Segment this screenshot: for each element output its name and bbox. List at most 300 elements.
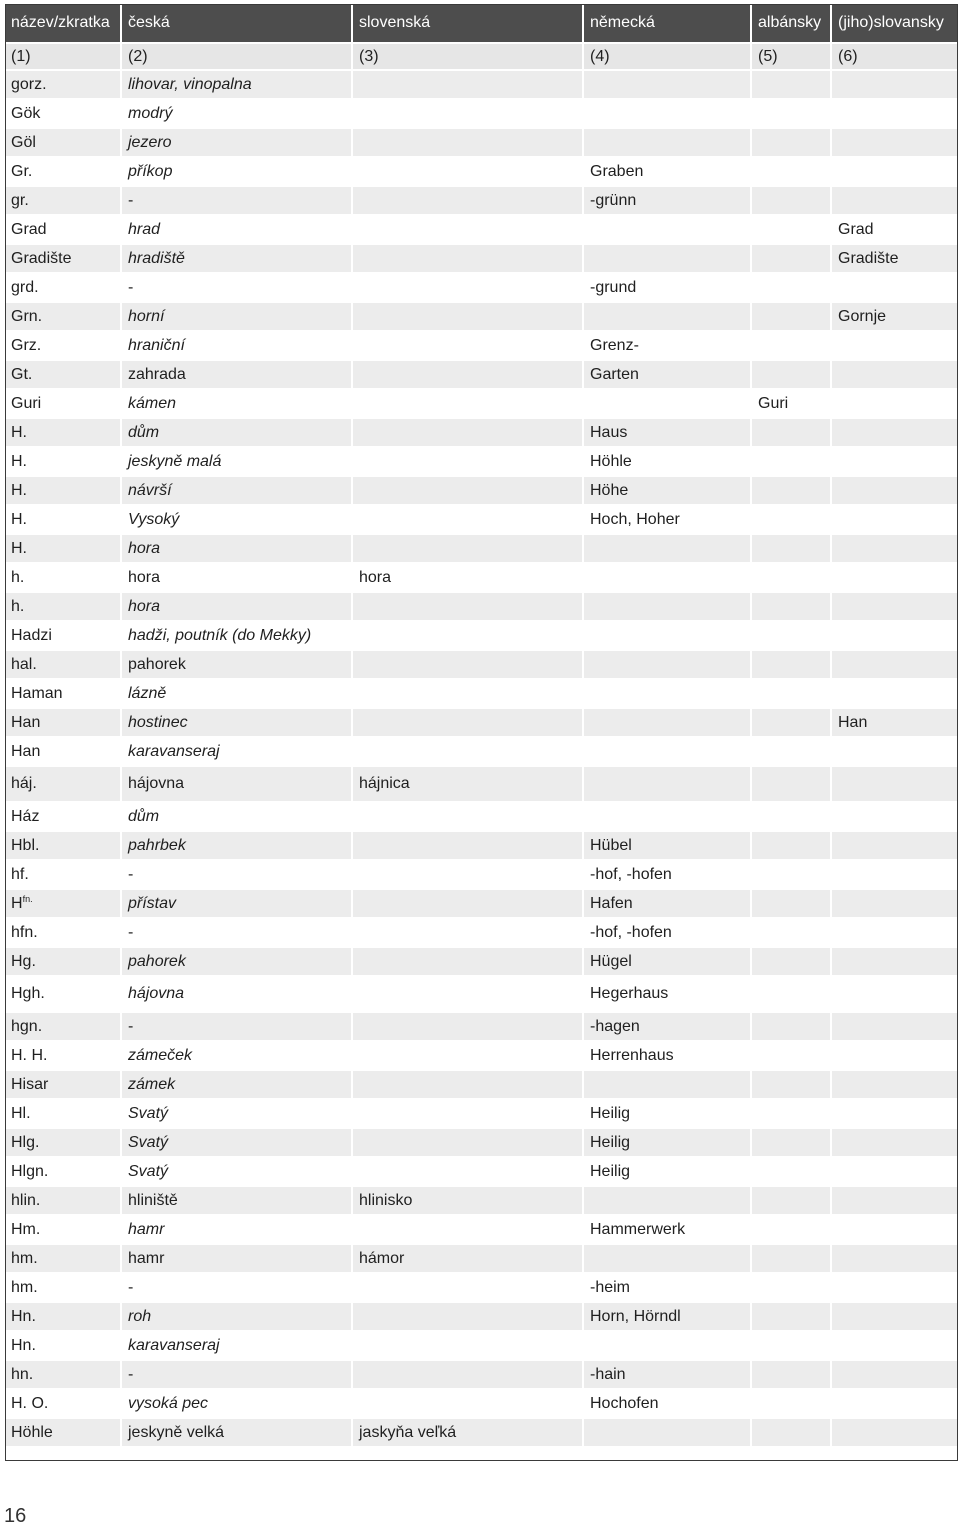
south-slavic-cell xyxy=(831,447,958,476)
abbreviation-cell xyxy=(5,737,121,766)
cell-text: příkop xyxy=(128,162,173,180)
south-slavic-cell xyxy=(831,70,958,99)
albanian-cell xyxy=(751,1302,831,1331)
czech-cell xyxy=(121,244,352,273)
south-slavic-cell xyxy=(831,918,958,947)
cell-text: Han xyxy=(11,713,41,731)
abbreviation-cell xyxy=(5,766,121,802)
cell-text: Grad xyxy=(838,220,874,238)
cell-text: - xyxy=(128,865,134,883)
abbreviation-cell xyxy=(5,70,121,99)
table-row xyxy=(5,802,958,831)
cell-text: dům xyxy=(128,807,160,825)
south-slavic-cell xyxy=(831,1302,958,1331)
south-slavic-cell xyxy=(831,1070,958,1099)
czech-cell xyxy=(121,947,352,976)
cell-text: Höhle xyxy=(11,1423,53,1441)
czech-cell xyxy=(121,1012,352,1041)
czech-cell xyxy=(121,563,352,592)
cell-text: Gradište xyxy=(838,249,899,267)
czech-cell xyxy=(121,186,352,215)
cell-text: karavanseraj xyxy=(128,1336,220,1354)
czech-cell xyxy=(121,128,352,157)
south-slavic-cell xyxy=(831,186,958,215)
cell-text: hliniště xyxy=(128,1191,178,1209)
south-slavic-cell xyxy=(831,831,958,860)
czech-cell xyxy=(121,360,352,389)
abbreviation-cell xyxy=(5,802,121,831)
german-cell xyxy=(583,737,751,766)
czech-cell xyxy=(121,831,352,860)
south-slavic-cell xyxy=(831,1012,958,1041)
slovak-cell xyxy=(352,244,583,273)
cell-text: - xyxy=(128,191,134,209)
german-cell xyxy=(583,1273,751,1302)
table-row xyxy=(5,947,958,976)
abbreviation-cell xyxy=(5,563,121,592)
cell-text: hámor xyxy=(359,1249,405,1267)
cell-text: Hadzi xyxy=(11,626,52,644)
cell-text: grd. xyxy=(11,278,39,296)
south-slavic-cell xyxy=(831,476,958,505)
german-cell xyxy=(583,1360,751,1389)
cell-text: hfn. xyxy=(11,923,38,941)
german-cell xyxy=(583,157,751,186)
german-cell xyxy=(583,679,751,708)
german-cell xyxy=(583,802,751,831)
cell-text: gr. xyxy=(11,191,29,209)
albanian-cell xyxy=(751,1012,831,1041)
table-row xyxy=(5,157,958,186)
abbreviation-cell xyxy=(5,1128,121,1157)
abbreviation-cell xyxy=(5,831,121,860)
cell-text: h. xyxy=(11,568,25,586)
table-row xyxy=(5,70,958,99)
albanian-cell xyxy=(751,737,831,766)
albanian-cell xyxy=(751,505,831,534)
abbreviation-cell xyxy=(5,1157,121,1186)
column-number: (6) xyxy=(831,43,958,70)
cell-text: hájovna xyxy=(128,775,185,792)
table-row xyxy=(5,737,958,766)
south-slavic-cell xyxy=(831,505,958,534)
abbreviation-cell xyxy=(5,128,121,157)
cell-text: Guri xyxy=(758,394,789,412)
czech-cell xyxy=(121,650,352,679)
cell-text: hm. xyxy=(11,1278,38,1296)
cell-text: Heilig xyxy=(590,1133,631,1151)
south-slavic-cell xyxy=(831,1186,958,1215)
cell-text: Hn. xyxy=(11,1307,36,1325)
albanian-cell xyxy=(751,1186,831,1215)
slovak-cell xyxy=(352,1215,583,1244)
abbreviation-cell xyxy=(5,860,121,889)
albanian-cell xyxy=(751,1244,831,1273)
abbreviation-cell xyxy=(5,621,121,650)
cell-text: Svatý xyxy=(128,1104,169,1122)
german-cell xyxy=(583,1244,751,1273)
slovak-cell xyxy=(352,215,583,244)
cell-text: hlin. xyxy=(11,1191,41,1209)
cell-text: Svatý xyxy=(128,1162,169,1180)
cell-text: - xyxy=(128,923,134,941)
cell-text: hamr xyxy=(128,1249,165,1267)
south-slavic-cell xyxy=(831,331,958,360)
cell-text: Garten xyxy=(590,365,639,383)
slovak-cell xyxy=(352,418,583,447)
cell-text: hradiště xyxy=(128,249,185,267)
south-slavic-cell xyxy=(831,418,958,447)
german-cell xyxy=(583,1186,751,1215)
czech-cell xyxy=(121,766,352,802)
slovak-cell xyxy=(352,802,583,831)
south-slavic-cell xyxy=(831,650,958,679)
cell-text: H. xyxy=(11,539,27,557)
albanian-cell xyxy=(751,157,831,186)
czech-cell xyxy=(121,331,352,360)
german-cell xyxy=(583,70,751,99)
cell-text: zámek xyxy=(128,1075,176,1093)
cell-text: hlinisko xyxy=(359,1191,413,1209)
cell-text: háj. xyxy=(11,775,37,792)
abbreviation-cell xyxy=(5,476,121,505)
abbreviation-cell xyxy=(5,592,121,621)
cell-text: hora xyxy=(128,597,161,615)
slovak-cell xyxy=(352,563,583,592)
south-slavic-cell xyxy=(831,534,958,563)
south-slavic-cell xyxy=(831,708,958,737)
south-slavic-cell xyxy=(831,1331,958,1360)
cell-text: Haus xyxy=(590,423,628,441)
cell-text: hájovna xyxy=(128,985,185,1002)
german-cell xyxy=(583,860,751,889)
south-slavic-cell xyxy=(831,1215,958,1244)
albanian-cell xyxy=(751,1418,831,1447)
table-row xyxy=(5,302,958,331)
cell-text: - xyxy=(128,1278,134,1296)
german-cell xyxy=(583,331,751,360)
table-row xyxy=(5,1244,958,1273)
slovak-cell xyxy=(352,389,583,418)
cell-text: hn. xyxy=(11,1365,34,1383)
south-slavic-cell xyxy=(831,1128,958,1157)
cell-text: návrší xyxy=(128,481,172,499)
german-cell xyxy=(583,389,751,418)
table-row xyxy=(5,1418,958,1447)
table-row xyxy=(5,244,958,273)
czech-cell xyxy=(121,1157,352,1186)
slovak-cell xyxy=(352,447,583,476)
table-row xyxy=(5,215,958,244)
albanian-cell xyxy=(751,389,831,418)
german-cell xyxy=(583,302,751,331)
table-row xyxy=(5,128,958,157)
table-row xyxy=(5,889,958,918)
abbreviation-cell xyxy=(5,650,121,679)
cell-text: -hof, -hofen xyxy=(590,923,672,941)
table-row xyxy=(5,708,958,737)
cell-text: H. xyxy=(11,452,27,470)
abbreviation-cell xyxy=(5,215,121,244)
table-row xyxy=(5,1331,958,1360)
cell-text: hora xyxy=(128,568,161,586)
german-cell xyxy=(583,831,751,860)
slovak-cell xyxy=(352,1070,583,1099)
cell-text: H. H. xyxy=(11,1046,48,1064)
cell-text: Hl. xyxy=(11,1104,31,1122)
south-slavic-cell xyxy=(831,766,958,802)
cell-text: h. xyxy=(11,597,25,615)
cell-text: Svatý xyxy=(128,1133,169,1151)
table-row xyxy=(5,1041,958,1070)
albanian-cell xyxy=(751,186,831,215)
abbreviation-cell xyxy=(5,302,121,331)
cell-text: Horn, Hörndl xyxy=(590,1307,681,1325)
german-cell xyxy=(583,1099,751,1128)
glossary-table xyxy=(5,4,958,1448)
albanian-cell xyxy=(751,1273,831,1302)
abbreviation-cell xyxy=(5,389,121,418)
czech-cell xyxy=(121,918,352,947)
cell-text: Herrenhaus xyxy=(590,1046,674,1064)
abbreviation-cell xyxy=(5,1273,121,1302)
header-name: název/zkratka xyxy=(5,4,121,43)
abbreviation-cell xyxy=(5,976,121,1012)
slovak-cell xyxy=(352,1273,583,1302)
slovak-cell xyxy=(352,99,583,128)
slovak-cell xyxy=(352,918,583,947)
abbreviation-cell xyxy=(5,1099,121,1128)
abbreviation-cell xyxy=(5,360,121,389)
cell-text: Grad xyxy=(11,220,47,238)
cell-text: hraniční xyxy=(128,336,185,354)
cell-text: hgn. xyxy=(11,1017,43,1035)
albanian-cell xyxy=(751,244,831,273)
cell-text: Hisar xyxy=(11,1075,49,1093)
cell-text: Hg. xyxy=(11,952,36,970)
page-number: 16 xyxy=(4,1505,27,1527)
column-number: (2) xyxy=(121,43,352,70)
cell-text: H. xyxy=(11,510,27,528)
czech-cell xyxy=(121,802,352,831)
abbreviation-cell xyxy=(5,889,121,918)
german-cell xyxy=(583,1070,751,1099)
german-cell xyxy=(583,947,751,976)
albanian-cell xyxy=(751,1360,831,1389)
cell-text: hrad xyxy=(128,220,161,238)
slovak-cell xyxy=(352,1360,583,1389)
czech-cell xyxy=(121,505,352,534)
table-row xyxy=(5,563,958,592)
slovak-cell xyxy=(352,1389,583,1418)
german-cell xyxy=(583,1331,751,1360)
cell-text: Hgh. xyxy=(11,985,45,1002)
south-slavic-cell xyxy=(831,679,958,708)
south-slavic-cell xyxy=(831,976,958,1012)
german-cell xyxy=(583,128,751,157)
albanian-cell xyxy=(751,708,831,737)
czech-cell xyxy=(121,860,352,889)
table-row xyxy=(5,447,958,476)
czech-cell xyxy=(121,1331,352,1360)
czech-cell xyxy=(121,1099,352,1128)
german-cell xyxy=(583,1128,751,1157)
south-slavic-cell xyxy=(831,802,958,831)
slovak-cell xyxy=(352,534,583,563)
column-number: (3) xyxy=(352,43,583,70)
german-cell xyxy=(583,1418,751,1447)
albanian-cell xyxy=(751,563,831,592)
abbreviation-cell xyxy=(5,418,121,447)
czech-cell xyxy=(121,447,352,476)
south-slavic-cell xyxy=(831,1389,958,1418)
cell-text: hora xyxy=(128,539,161,557)
south-slavic-cell xyxy=(831,273,958,302)
albanian-cell xyxy=(751,99,831,128)
cell-text: hf. xyxy=(11,865,29,883)
czech-cell xyxy=(121,476,352,505)
cell-text: H. xyxy=(11,423,27,441)
table-row xyxy=(5,534,958,563)
cell-text: Hügel xyxy=(590,952,632,970)
german-cell xyxy=(583,918,751,947)
cell-text: lázně xyxy=(128,684,167,702)
czech-cell xyxy=(121,418,352,447)
south-slavic-cell xyxy=(831,1360,958,1389)
cell-text: hostinec xyxy=(128,713,188,731)
albanian-cell xyxy=(751,976,831,1012)
table-row xyxy=(5,1360,958,1389)
abbreviation-cell xyxy=(5,447,121,476)
slovak-cell xyxy=(352,331,583,360)
albanian-cell xyxy=(751,766,831,802)
cell-text: Grenz- xyxy=(590,336,639,354)
slovak-cell xyxy=(352,1331,583,1360)
slovak-cell xyxy=(352,186,583,215)
german-cell xyxy=(583,889,751,918)
albanian-cell xyxy=(751,1099,831,1128)
german-cell xyxy=(583,650,751,679)
german-cell xyxy=(583,1215,751,1244)
slovak-cell xyxy=(352,947,583,976)
german-cell xyxy=(583,708,751,737)
abbreviation-cell xyxy=(5,157,121,186)
cell-text: Hammerwerk xyxy=(590,1220,686,1238)
cell-text: karavanseraj xyxy=(128,742,220,760)
abbreviation-cell xyxy=(5,1302,121,1331)
albanian-cell xyxy=(751,331,831,360)
table-row xyxy=(5,273,958,302)
table-row xyxy=(5,186,958,215)
abbreviation-cell xyxy=(5,1418,121,1447)
cell-text: vysoká pec xyxy=(128,1394,209,1412)
albanian-cell xyxy=(751,592,831,621)
header-slovak: slovenská xyxy=(352,4,583,43)
albanian-cell xyxy=(751,947,831,976)
albanian-cell xyxy=(751,802,831,831)
south-slavic-cell xyxy=(831,99,958,128)
slovak-cell xyxy=(352,1244,583,1273)
albanian-cell xyxy=(751,889,831,918)
cell-text: Han xyxy=(838,713,868,731)
table-row xyxy=(5,621,958,650)
cell-text: - xyxy=(128,1017,134,1035)
czech-cell xyxy=(121,302,352,331)
albanian-cell xyxy=(751,273,831,302)
south-slavic-cell xyxy=(831,860,958,889)
cell-text: H. O. xyxy=(11,1394,49,1412)
slovak-cell xyxy=(352,302,583,331)
cell-text: -grund xyxy=(590,278,637,296)
cell-text: zámeček xyxy=(128,1046,193,1064)
albanian-cell xyxy=(751,534,831,563)
cell-text: Höhe xyxy=(590,481,629,499)
czech-cell xyxy=(121,1360,352,1389)
czech-cell xyxy=(121,99,352,128)
abbreviation-cell xyxy=(5,947,121,976)
albanian-cell xyxy=(751,679,831,708)
column-number: (5) xyxy=(751,43,831,70)
south-slavic-cell xyxy=(831,621,958,650)
cell-text: Gök xyxy=(11,104,41,122)
south-slavic-cell xyxy=(831,128,958,157)
cell-text: hal. xyxy=(11,655,37,673)
cell-text: Ház xyxy=(11,807,40,825)
cell-text: -hagen xyxy=(590,1017,640,1035)
abbreviation-cell xyxy=(5,1041,121,1070)
south-slavic-cell xyxy=(831,1273,958,1302)
table-row xyxy=(5,360,958,389)
cell-text: hm. xyxy=(11,1249,38,1267)
cell-text: - xyxy=(128,1365,134,1383)
cell-text: H. xyxy=(11,481,27,499)
header-albanian: albánsky xyxy=(751,4,831,43)
slovak-cell xyxy=(352,737,583,766)
albanian-cell xyxy=(751,1331,831,1360)
cell-text: Hafen xyxy=(590,894,633,912)
czech-cell xyxy=(121,534,352,563)
cell-text: přístav xyxy=(128,894,177,912)
abbreviation-cell xyxy=(5,918,121,947)
slovak-cell xyxy=(352,1012,583,1041)
cell-text: Han xyxy=(11,742,41,760)
table-row xyxy=(5,1215,958,1244)
albanian-cell xyxy=(751,1070,831,1099)
abbreviation-cell xyxy=(5,99,121,128)
cell-text: H xyxy=(11,894,23,912)
cell-text: jezero xyxy=(128,133,172,151)
slovak-cell xyxy=(352,128,583,157)
superscript: fn. xyxy=(22,893,33,904)
cell-text: Vysoký xyxy=(128,510,180,528)
albanian-cell xyxy=(751,302,831,331)
cell-text: Gornje xyxy=(838,307,887,325)
table-row xyxy=(5,418,958,447)
column-number: (1) xyxy=(5,43,121,70)
abbreviation-cell xyxy=(5,1012,121,1041)
czech-cell xyxy=(121,708,352,737)
czech-cell xyxy=(121,1273,352,1302)
german-cell xyxy=(583,1389,751,1418)
cell-text: jaskyňa veľká xyxy=(359,1423,457,1441)
slovak-cell xyxy=(352,621,583,650)
slovak-cell xyxy=(352,679,583,708)
cell-text: Hochofen xyxy=(590,1394,659,1412)
albanian-cell xyxy=(751,621,831,650)
czech-cell xyxy=(121,679,352,708)
german-cell xyxy=(583,1302,751,1331)
abbreviation-cell xyxy=(5,505,121,534)
